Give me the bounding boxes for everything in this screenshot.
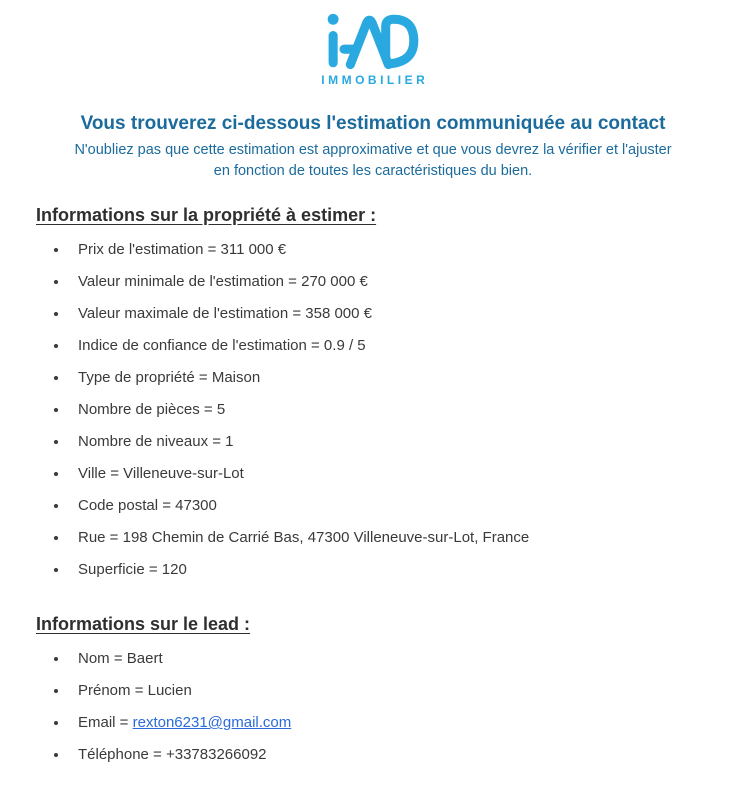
property-item-pieces: • Nombre de pièces = 5 bbox=[69, 401, 710, 418]
property-item-rue: • Rue = 198 Chemin de Carrié Bas, 47300 Villeneuve-sur-Lot, France bbox=[69, 529, 710, 546]
property-item-prix: • Prix de l'estimation = 311 000 € bbox=[69, 241, 710, 258]
brand-logo-subtitle: IMMOBILIER bbox=[321, 73, 429, 87]
page-subtitle bbox=[36, 140, 710, 182]
property-item-type: • Type de propriété = Maison bbox=[69, 369, 710, 386]
property-item-superficie: • Superficie = 120 bbox=[69, 561, 710, 578]
page-title: Vous trouverez ci-dessous l'estimation communiquée au contact bbox=[80, 113, 666, 134]
property-item-niveaux: • Nombre de niveaux = 1 bbox=[69, 433, 710, 450]
email-link[interactable]: rexton6231@gmail.com bbox=[132, 714, 292, 731]
property-item-valeur-maximale: • Valeur maximale de l'estimation = 358 000 € bbox=[69, 305, 710, 322]
lead-section-heading: Informations sur le lead : bbox=[36, 614, 251, 634]
lead-list bbox=[36, 650, 710, 763]
lead-item-prenom: • Prénom = Lucien bbox=[69, 682, 710, 699]
property-item-code-postal: • Code postal = 47300 bbox=[69, 497, 710, 514]
property-section-heading: Informations sur la propriété à estimer : bbox=[36, 205, 377, 225]
property-list bbox=[36, 241, 710, 578]
email-label: Email = bbox=[78, 714, 133, 731]
lead-item-email bbox=[69, 714, 710, 731]
property-item-indice-confiance: • Indice de confiance de l'estimation = 0.9 / 5 bbox=[69, 337, 710, 354]
subtitle-line-2: en fonction de toutes les caractéristiques du bien. bbox=[213, 163, 533, 179]
subtitle-line-1: N'oubliez pas que cette estimation est approximative et que vous devrez la vérifier et l'ajuster bbox=[74, 142, 672, 158]
iad-logo-icon bbox=[322, 12, 424, 70]
property-item-ville: • Ville = Villeneuve-sur-Lot bbox=[69, 465, 710, 482]
brand-logo bbox=[36, 12, 710, 87]
lead-item-nom: • Nom = Baert bbox=[69, 650, 710, 667]
lead-item-telephone: • Téléphone = +33783266092 bbox=[69, 746, 710, 763]
property-item-valeur-minimale: • Valeur minimale de l'estimation = 270 000 € bbox=[69, 273, 710, 290]
